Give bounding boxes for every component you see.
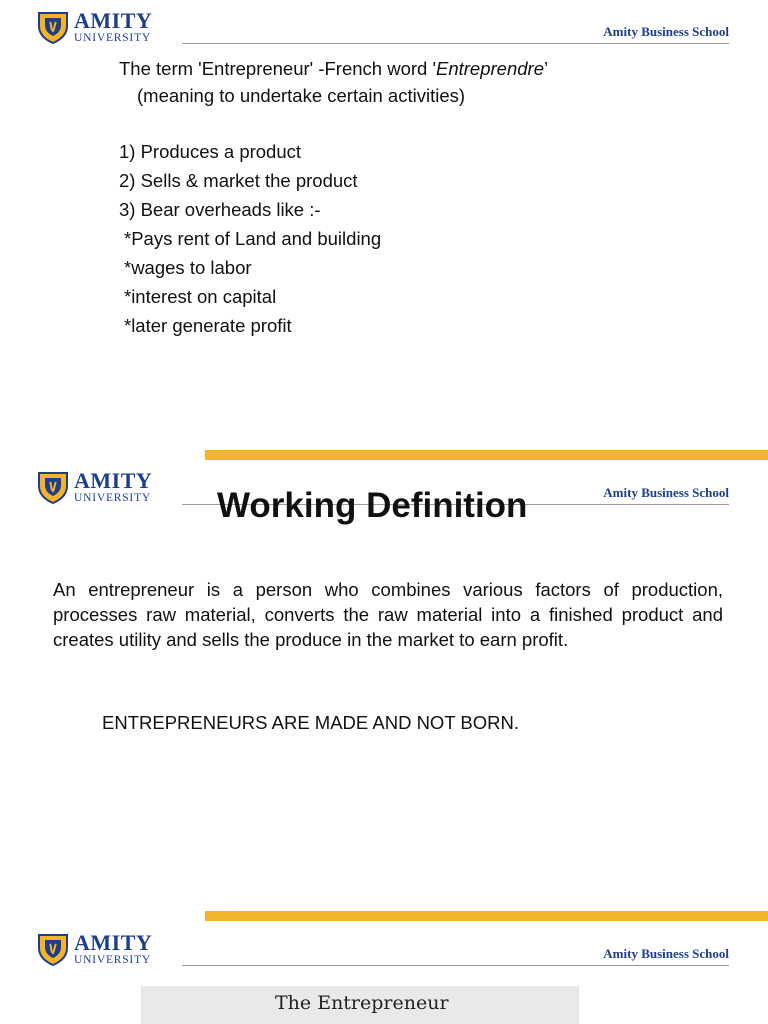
slide-title: Working Definition — [217, 486, 528, 525]
sub-item: *Pays rent of Land and building — [124, 228, 382, 249]
header-rule — [182, 965, 729, 966]
amity-shield-icon — [36, 470, 70, 504]
intro-line-1: The term 'Entrepreneur' -French word 'Entreprendre’ — [119, 58, 549, 79]
amity-shield-icon — [36, 932, 70, 966]
amity-logo — [36, 10, 152, 45]
amity-logo — [36, 470, 152, 505]
sub-item: *later generate profit — [124, 315, 292, 336]
slide-3 — [0, 910, 768, 1024]
sub-item: *interest on capital — [124, 286, 277, 307]
slide-2 — [0, 450, 768, 910]
logo-subtitle: UNIVERSITY — [74, 492, 151, 504]
intro-line-2: (meaning to undertake certain activities) — [137, 85, 466, 106]
school-name: Amity Business School — [603, 24, 729, 39]
definition-paragraph: An entrepreneur is a person who combines various factors of production, processes raw material, converts the raw material into a finished product and creates utility and sells the produce in the market to earn profit. — [53, 579, 723, 650]
italic-term: Entreprendre — [436, 58, 544, 79]
overheads-list — [119, 137, 381, 340]
school-name: Amity Business School — [603, 946, 729, 961]
logo-subtitle: UNIVERSITY — [74, 32, 151, 44]
accent-bar — [205, 450, 768, 460]
slide-1 — [0, 0, 768, 420]
list-item: 3) Bear overheads like :- — [119, 199, 321, 220]
header-rule — [182, 43, 729, 44]
list-item: 2) Sells & market the product — [119, 170, 358, 191]
school-name: Amity Business School — [603, 485, 729, 500]
logo-title: AMITY — [74, 8, 153, 33]
logo-subtitle: UNIVERSITY — [74, 954, 151, 966]
logo-title: AMITY — [74, 468, 153, 493]
amity-shield-icon — [36, 10, 70, 44]
sub-item: *wages to labor — [124, 257, 252, 278]
intro-text — [119, 55, 548, 109]
accent-bar — [205, 911, 768, 921]
amity-logo — [36, 932, 152, 967]
list-item: 1) Produces a product — [119, 141, 302, 162]
image-caption: The Entrepreneur — [275, 992, 449, 1014]
key-statement: ENTREPRENEURS ARE MADE AND NOT BORN. — [102, 712, 520, 733]
logo-title: AMITY — [74, 930, 153, 955]
